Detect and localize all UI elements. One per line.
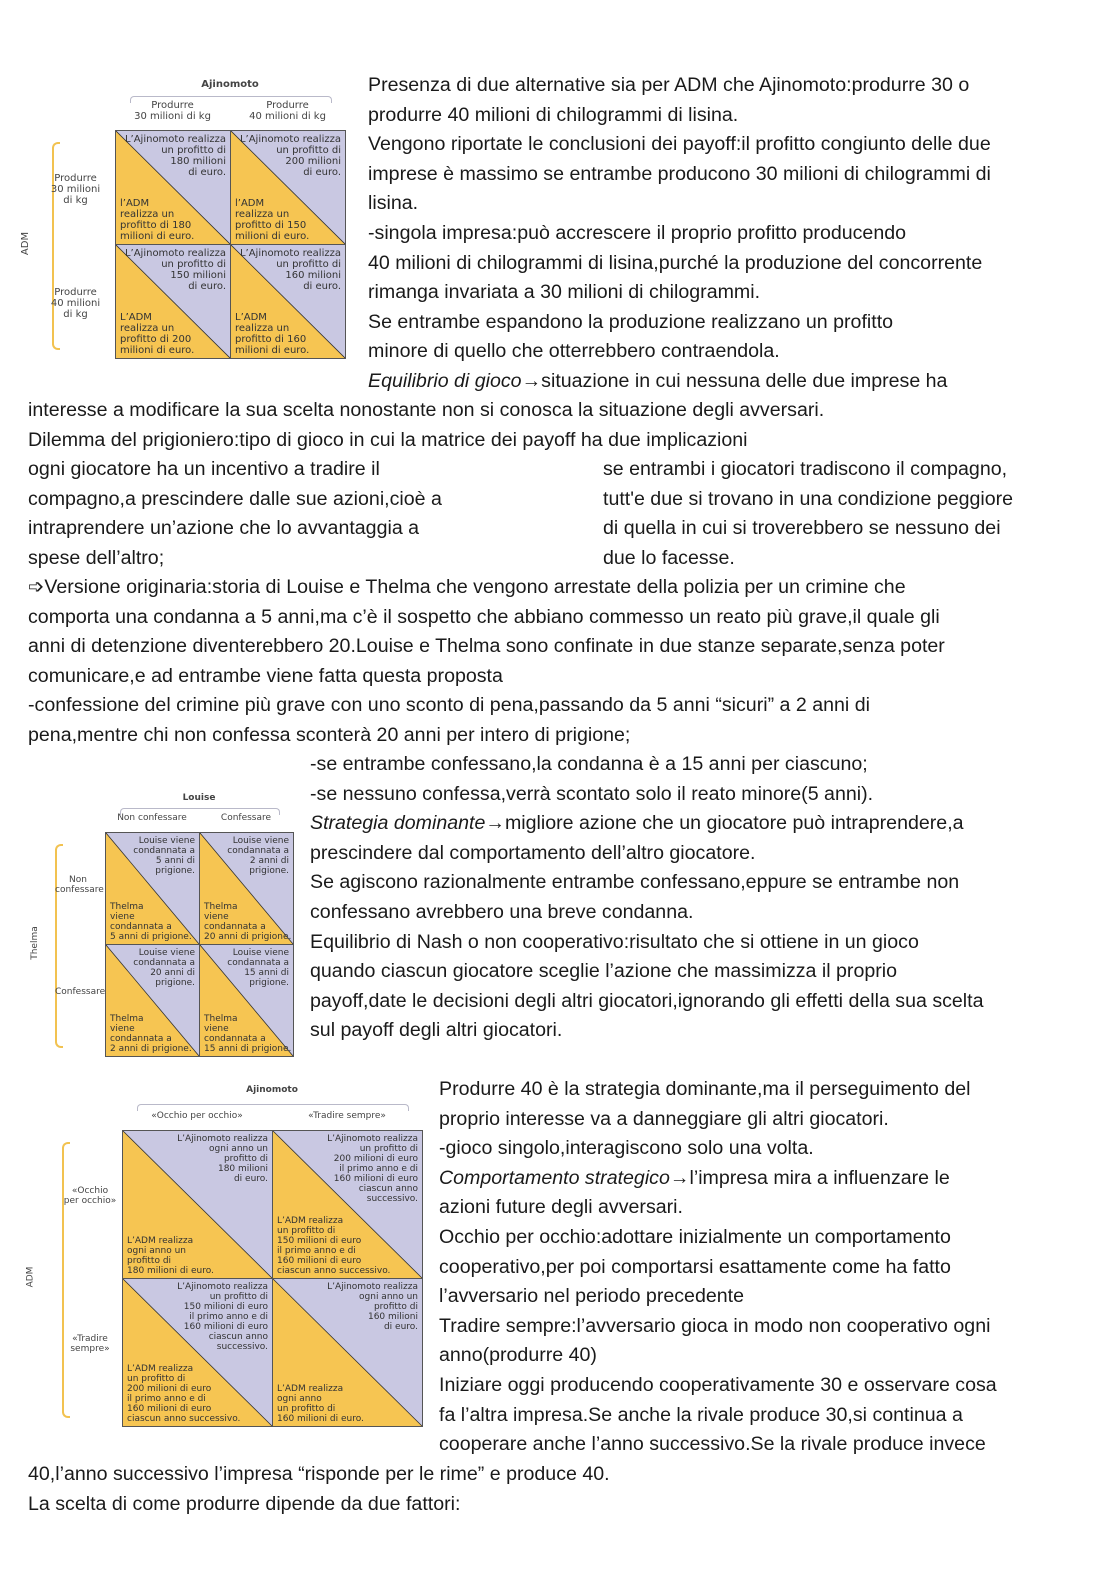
text-line bbox=[368, 101, 991, 131]
text-content: →migliore azione che un giocatore può intraprendere,a bbox=[485, 812, 964, 835]
payoff-cell bbox=[115, 244, 231, 359]
row-player-payoff: Thelma viene condannata a 2 anni di prigione. bbox=[110, 1014, 192, 1054]
text-line bbox=[439, 1312, 997, 1342]
text-content: se entrambi i giocatori tradiscono il compagno, bbox=[603, 458, 1008, 480]
column-player-payoff: L’Ajinomoto realizza un profitto di 200 milioni di euro il primo anno e di 160 milioni di euro ciascun anno successivo. bbox=[327, 1134, 418, 1204]
column-player-label: Louise bbox=[182, 793, 216, 803]
text-content: compagno,a prescindere dalle sue azioni,cioè a bbox=[28, 487, 442, 510]
payoff-cell bbox=[105, 944, 200, 1057]
text-content: anni di detenzione diventerebbero 20.Louise e Thelma sono confinate in due stanze separate,senza poter bbox=[28, 635, 945, 658]
text-line bbox=[439, 1164, 997, 1194]
text-line bbox=[310, 987, 984, 1017]
column-header: Produrre 40 milioni di kg bbox=[249, 100, 326, 122]
column-player-payoff: L’Ajinomoto realizza un profitto di 150 milioni di euro. bbox=[124, 248, 226, 292]
text-line bbox=[28, 426, 824, 456]
text-line bbox=[368, 249, 991, 279]
text-content: -se entrambe confessano,la condanna è a 15 anni per ciascuno; bbox=[310, 753, 868, 775]
text-block-strategic-behavior bbox=[439, 1075, 997, 1460]
text-content: comunicare,e ad entrambe viene fatta questa proposta bbox=[28, 664, 503, 687]
text-line bbox=[310, 898, 984, 928]
text-line bbox=[439, 1282, 997, 1312]
payoff-cell bbox=[230, 244, 346, 359]
text-content: anno(produrre 40) bbox=[439, 1344, 597, 1367]
row-header: Confessare bbox=[55, 986, 106, 997]
column-header: Non confessare bbox=[117, 813, 187, 823]
row-player-label: Thelma bbox=[29, 926, 40, 960]
text-line bbox=[368, 337, 991, 367]
text-line bbox=[603, 455, 1013, 485]
text-line bbox=[310, 957, 984, 987]
text-content: intraprendere un’azione che lo avvantaggia a bbox=[28, 517, 420, 540]
column-player-payoff: Louise viene condannata a 5 anni di prigione. bbox=[133, 836, 195, 876]
text-content: ➩Versione originaria:storia di Louise e Thelma che vengono arrestate della polizia per un crimine che bbox=[28, 576, 906, 598]
text-line bbox=[310, 780, 984, 810]
text-line bbox=[439, 1134, 997, 1164]
text-block-dominant-strategy bbox=[310, 750, 984, 1046]
text-content: →situazione in cui nessuna delle due imprese ha bbox=[521, 369, 948, 392]
payoff-cell bbox=[199, 832, 294, 945]
payoff-cell bbox=[105, 832, 200, 945]
text-line bbox=[439, 1430, 997, 1460]
column-header: Confessare bbox=[220, 813, 272, 823]
text-block-conclusion bbox=[28, 1460, 610, 1519]
text-line bbox=[28, 573, 945, 603]
text-line bbox=[28, 544, 442, 574]
text-content: quando ciascun giocatore sceglie l’azione che massimizza il proprio bbox=[310, 960, 898, 983]
column-header: Produrre 30 milioni di kg bbox=[134, 100, 211, 122]
text-content: -singola impresa:può accrescere il proprio profitto producendo bbox=[368, 221, 907, 244]
payoff-cell bbox=[230, 130, 346, 245]
text-content: Presenza di due alternative sia per ADM che Ajinomoto:produrre 30 o bbox=[368, 74, 970, 96]
row-player-payoff: L’ADM realizza un profitto di 160 milioni di euro. bbox=[235, 312, 310, 356]
row-header: «Occhio per occhio» bbox=[63, 1186, 117, 1207]
text-line bbox=[368, 278, 991, 308]
row-player-payoff: L’ADM realizza un profitto di 150 milioni di euro il primo anno e di 160 milioni di euro ciascun anno successivo. bbox=[277, 1216, 391, 1276]
payoff-cell bbox=[115, 130, 231, 245]
row-player-label: ADM bbox=[25, 1266, 36, 1288]
text-content: imprese è massimo se entrambe producono 30 milioni di chilogrammi di bbox=[368, 162, 991, 185]
text-block-dilemma bbox=[28, 396, 824, 455]
text-line bbox=[310, 809, 984, 839]
column-player-payoff: Louise viene condannata a 20 anni di prigione. bbox=[133, 948, 195, 988]
text-column-left bbox=[28, 455, 442, 573]
payoff-cell bbox=[199, 944, 294, 1057]
text-content: rimanga invariata a 30 milioni di chilogrammi. bbox=[368, 281, 761, 304]
text-content: sul payoff degli altri giocatori. bbox=[310, 1019, 563, 1042]
text-line bbox=[439, 1253, 997, 1283]
text-line bbox=[368, 219, 991, 249]
payoff-cell bbox=[122, 1130, 273, 1279]
payoff-cell bbox=[272, 1130, 423, 1279]
text-line bbox=[28, 485, 442, 515]
text-content: Tradire sempre:l’avversario gioca in modo non cooperativo ogni bbox=[439, 1314, 991, 1337]
text-line bbox=[28, 603, 945, 633]
payoff-cell bbox=[272, 1278, 423, 1427]
text-content: spese dell’altro; bbox=[28, 546, 165, 569]
text-line bbox=[439, 1075, 997, 1105]
text-line bbox=[368, 130, 991, 160]
text-content: cooperare anche l’anno successivo.Se la rivale produce invece bbox=[439, 1433, 986, 1456]
row-player-payoff: l’ADM realizza un profitto di 150 milioni di euro. bbox=[235, 198, 310, 242]
text-line bbox=[310, 1016, 984, 1046]
italic-term: Comportamento strategico bbox=[439, 1166, 670, 1189]
row-header: Produrre 40 milioni di kg bbox=[50, 287, 101, 321]
text-content: fa l’altra impresa.Se anche la rivale produce 30,si continua a bbox=[439, 1403, 963, 1426]
text-line bbox=[28, 691, 945, 721]
text-line bbox=[310, 750, 984, 780]
text-line bbox=[310, 868, 984, 898]
text-content: interesse a modificare la sua scelta nonostante non si conosca la situazione degli avversari. bbox=[28, 399, 825, 421]
row-header: Non confessare bbox=[55, 874, 104, 895]
italic-term: Equilibrio di gioco bbox=[368, 369, 522, 392]
row-player-payoff: L’ADM realizza ogni anno un profitto di 180 milioni di euro. bbox=[127, 1236, 214, 1276]
text-content: confessano avrebbero una breve condanna. bbox=[310, 900, 694, 923]
text-line bbox=[310, 839, 984, 869]
text-line bbox=[28, 1490, 610, 1520]
text-line bbox=[603, 544, 1013, 574]
payoff-cell bbox=[122, 1278, 273, 1427]
text-content: comporta una condanna a 5 anni,ma c’è il sospetto che abbiano commesso un reato più grave,il quale gli bbox=[28, 605, 940, 628]
text-content: payoff,date le decisioni degli altri giocatori,ignorando gli effetti della sua scelta bbox=[310, 989, 984, 1012]
text-line bbox=[439, 1223, 997, 1253]
text-line bbox=[439, 1401, 997, 1431]
text-line bbox=[28, 721, 945, 751]
text-line bbox=[439, 1193, 997, 1223]
text-content: 40,l’anno successivo l’impresa “risponde per le rime” e produce 40. bbox=[28, 1463, 610, 1485]
row-player-payoff: L’ADM realizza un profitto di 200 milioni di euro il primo anno e di 160 milioni di euro ciascun anno successivo. bbox=[127, 1364, 241, 1424]
text-block-intro bbox=[368, 71, 991, 397]
text-content: ogni giocatore ha un incentivo a tradire il bbox=[28, 458, 380, 480]
text-content: due lo facesse. bbox=[603, 546, 735, 569]
text-content: proprio interesse va a danneggiare gli altri giocatori. bbox=[439, 1107, 889, 1130]
text-content: tutt'e due si trovano in una condizione peggiore bbox=[603, 487, 1014, 510]
text-line bbox=[368, 71, 991, 101]
text-content: La scelta di come produrre dipende da due fattori: bbox=[28, 1492, 461, 1515]
text-line bbox=[28, 455, 442, 485]
text-line bbox=[603, 514, 1013, 544]
column-player-payoff: Louise viene condannata a 2 anni di prigione. bbox=[227, 836, 289, 876]
text-block-original-version bbox=[28, 573, 945, 751]
row-player-payoff: Thelma viene condannata a 15 anni di prigione. bbox=[204, 1014, 292, 1054]
text-content: lisina. bbox=[368, 192, 419, 215]
row-bracket bbox=[62, 1142, 70, 1418]
text-content: cooperativo,per poi comportarsi esattamente come ha fatto bbox=[439, 1255, 951, 1278]
text-line bbox=[28, 396, 824, 426]
text-content: →l’impresa mira a influenzare le bbox=[669, 1166, 950, 1189]
text-line bbox=[28, 1460, 610, 1490]
text-content: l’avversario nel periodo precedente bbox=[439, 1285, 744, 1308]
text-line bbox=[439, 1341, 997, 1371]
column-header: «Occhio per occhio» bbox=[151, 1111, 243, 1121]
text-line bbox=[368, 308, 991, 338]
column-player-payoff: L’Ajinomoto realizza un profitto di 180 milioni di euro. bbox=[124, 134, 226, 178]
text-content: Equilibrio di Nash o non cooperativo:risultato che si ottiene in un gioco bbox=[310, 930, 919, 953]
text-line bbox=[368, 367, 991, 397]
column-player-payoff: L’Ajinomoto realizza un profitto di 160 milioni di euro. bbox=[239, 248, 341, 292]
row-player-payoff: L’ADM realizza ogni anno un profitto di 160 milioni di euro. bbox=[277, 1384, 364, 1424]
text-content: minore di quello che otterrebbero contraendola. bbox=[368, 340, 780, 363]
text-line bbox=[28, 632, 945, 662]
row-player-label: ADM bbox=[20, 231, 32, 256]
row-player-payoff: Thelma viene condannata a 20 anni di prigione. bbox=[204, 902, 292, 942]
text-content: Dilemma del prigioniero:tipo di gioco in cui la matrice dei payoff ha due implicazioni bbox=[28, 428, 748, 451]
text-content: Iniziare oggi producendo cooperativamente 30 e osservare cosa bbox=[439, 1373, 997, 1396]
column-player-label: Ajinomoto bbox=[246, 1085, 298, 1095]
row-header: Produrre 30 milioni di kg bbox=[50, 173, 101, 207]
text-line bbox=[28, 662, 945, 692]
column-player-payoff: Louise viene condannata a 15 anni di prigione. bbox=[227, 948, 289, 988]
text-content: Se agiscono razionalmente entrambe confessano,eppure se entrambe non bbox=[310, 871, 960, 894]
text-content: 40 milioni di chilogrammi di lisina,purché la produzione del concorrente bbox=[368, 251, 983, 274]
row-header: «Tradire sempre» bbox=[70, 1334, 110, 1355]
text-line bbox=[439, 1105, 997, 1135]
text-line bbox=[28, 514, 442, 544]
text-line bbox=[603, 485, 1013, 515]
italic-term: Strategia dominante bbox=[310, 812, 486, 835]
text-content: prescindere dal comportamento dell’altro giocatore. bbox=[310, 841, 756, 864]
text-line bbox=[310, 928, 984, 958]
row-player-payoff: l’ADM realizza un profitto di 180 milioni di euro. bbox=[120, 198, 195, 242]
text-column-right bbox=[603, 455, 1013, 573]
text-line bbox=[368, 160, 991, 190]
text-line bbox=[439, 1371, 997, 1401]
text-content: Se entrambe espandono la produzione realizzano un profitto bbox=[368, 310, 894, 333]
row-player-payoff: Thelma viene condannata a 5 anni di prigione. bbox=[110, 902, 192, 942]
text-content: -se nessuno confessa,verrà scontato solo il reato minore(5 anni). bbox=[310, 782, 874, 805]
text-content: pena,mentre chi non confessa sconterà 20 anni per intero di prigione; bbox=[28, 723, 631, 746]
column-player-label: Ajinomoto bbox=[201, 79, 259, 90]
column-player-payoff: L’Ajinomoto realizza ogni anno un profitto di 180 milioni di euro. bbox=[177, 1134, 268, 1184]
column-header: «Tradire sempre» bbox=[308, 1111, 386, 1121]
text-content: di quella in cui si troverebbero se nessuno dei bbox=[603, 517, 1001, 540]
column-player-payoff: L’Ajinomoto realizza un profitto di 200 milioni di euro. bbox=[239, 134, 341, 178]
text-line bbox=[368, 189, 991, 219]
row-player-payoff: L’ADM realizza un profitto di 200 milioni di euro. bbox=[120, 312, 195, 356]
text-content: Vengono riportate le conclusioni dei payoff:il profitto congiunto delle due bbox=[368, 133, 991, 156]
text-content: -confessione del crimine più grave con uno sconto di pena,passando da 5 anni “sicuri” a 2 anni di bbox=[28, 694, 870, 717]
column-bracket bbox=[137, 1104, 409, 1111]
text-content: Produrre 40 è la strategia dominante,ma il perseguimento del bbox=[439, 1078, 971, 1100]
text-content: -gioco singolo,interagiscono solo una volta. bbox=[439, 1137, 814, 1160]
column-player-payoff: L’Ajinomoto realizza un profitto di 150 milioni di euro il primo anno e di 160 milioni di euro ciascun anno successivo. bbox=[177, 1282, 268, 1352]
column-player-payoff: L’Ajinomoto realizza ogni anno un profitto di 160 milioni di euro. bbox=[327, 1282, 418, 1332]
text-content: Occhio per occhio:adottare inizialmente un comportamento bbox=[439, 1225, 951, 1248]
text-content: produrre 40 milioni di chilogrammi di lisina. bbox=[368, 103, 739, 126]
text-content: azioni future degli avversari. bbox=[439, 1196, 683, 1219]
